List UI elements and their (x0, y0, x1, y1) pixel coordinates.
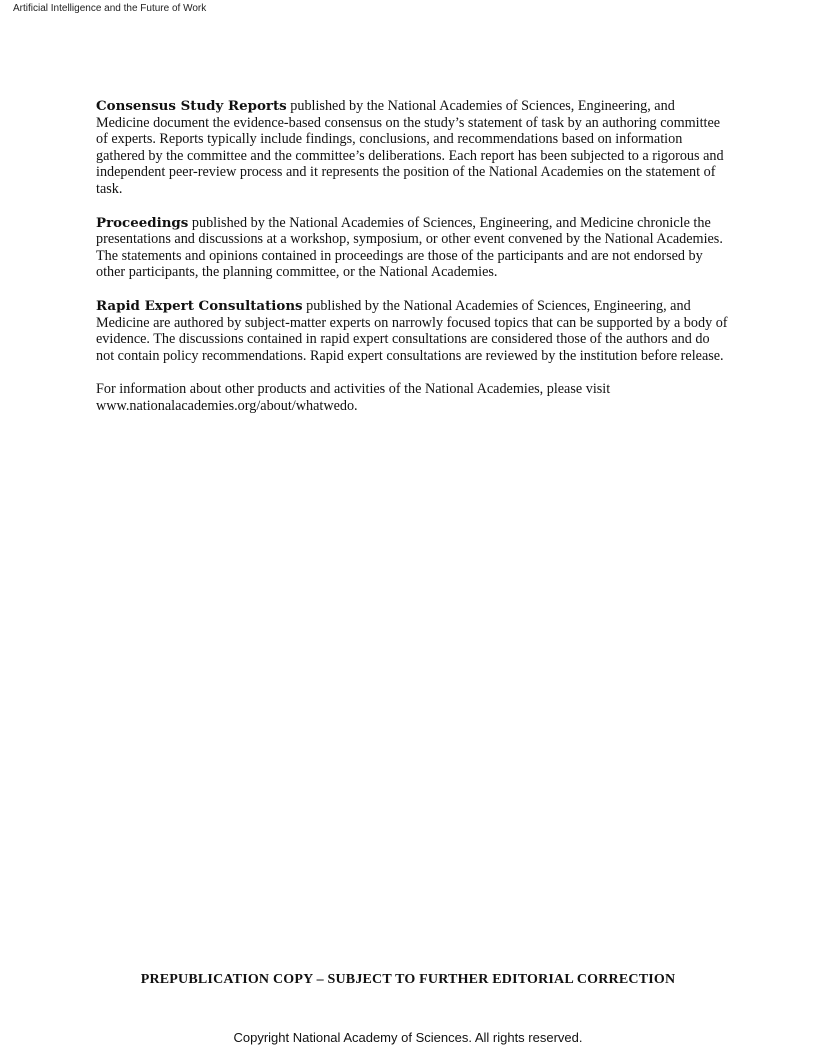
main-content (96, 98, 728, 432)
consensus-reports-term: Consensus Study Reports (96, 98, 287, 114)
prepublication-notice: PREPUBLICATION COPY – SUBJECT TO FURTHER EDITORIAL CORRECTION (140, 972, 676, 987)
consensus-reports-text: published by the National Academies of Sciences, Engineering, and Medicine document the evidence-based consensus on the study’s statement of task by an authoring committee of experts. Reports typically include findings, conclusions, and recommendations based on information gathered by the committee and the committee’s deliberations. Each report has been subjected to a rigorous and independent peer-review process and it represents the position of the National Academies on the statement of task. (96, 98, 724, 197)
proceedings-text: published by the National Academies of Sciences, Engineering, and Medicine chronicle the presentations and discussions at a workshop, symposium, or other event convened by the National Academies. The statements and opinions contained in proceedings are those of the participants and are not endorsed by other participants, the planning committee, or the National Academies. (96, 214, 723, 281)
rapid-consultations-text: published by the National Academies of Sciences, Engineering, and Medicine are authored by subject-matter experts on narrowly focused topics that can be supported by a body of evidence. The discussions contained in rapid expert consultations are considered those of the authors and do not contain policy recommendations. Rapid expert consultations are reviewed by the institution before release. (96, 297, 728, 364)
copyright-notice: Copyright National Academy of Sciences. All rights reserved. (233, 1030, 583, 1045)
rapid-consultations-term: Rapid Expert Consultations (96, 297, 303, 314)
more-info-paragraph: For information about other products and activities of the National Academies, please visit www.nationalacademies.org/about/whatwedo. (96, 381, 611, 414)
proceedings-paragraph (96, 215, 728, 281)
running-header-title: Artificial Intelligence and the Future of Work (13, 3, 207, 14)
consensus-reports-paragraph (96, 98, 728, 198)
rapid-consultations-paragraph (96, 298, 728, 364)
proceedings-term: Proceedings (96, 214, 189, 231)
